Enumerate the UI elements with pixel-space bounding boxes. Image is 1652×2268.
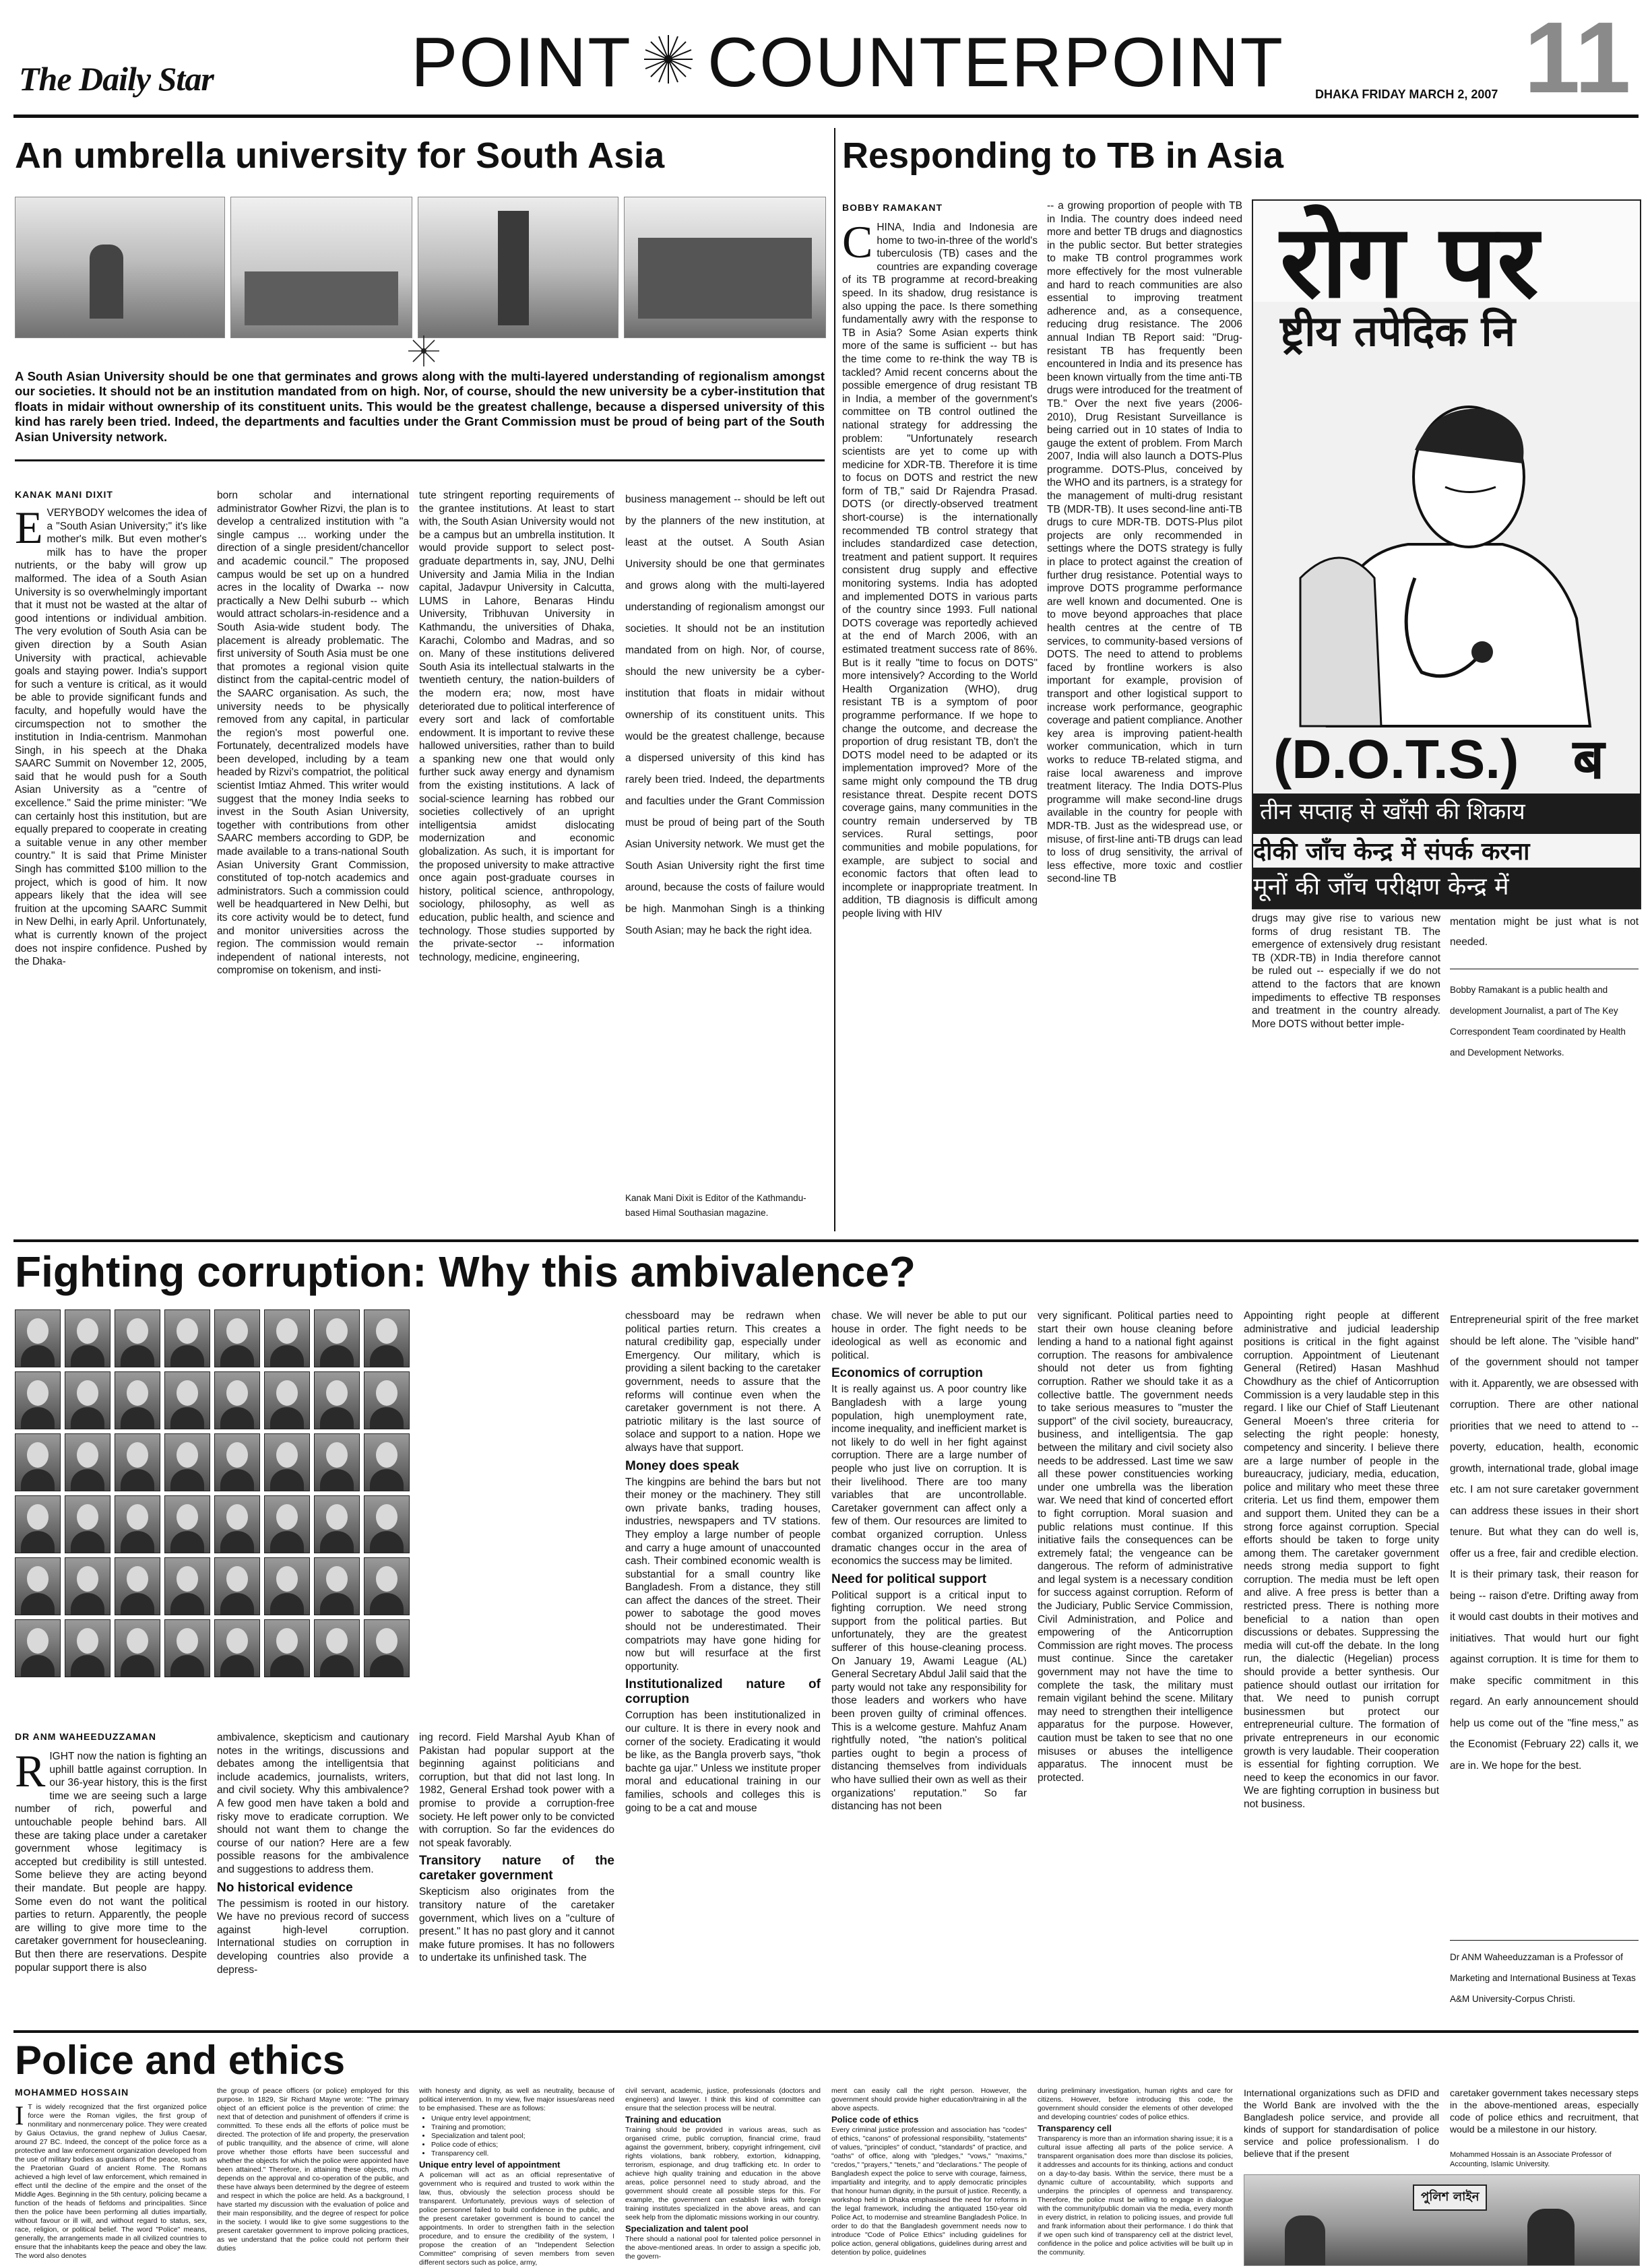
article4-byline: MOHAMMED HOSSAIN <box>15 2087 129 2098</box>
section-rule <box>13 2030 1639 2033</box>
portrait <box>214 1309 260 1367</box>
body-text: Every criminal justice profession and association has "codes" of ethics, "canons" of professional responsibility, "statements" of values, "principles" of conduct, "standards" of practice, and "oaths" of office, along with "pledges," "vows," "maxims," "credos," "prayers," "tenets," and "declarations." The people of Bangladesh expect the police to serve with courage, fairness, impartiality and integrity, and to apply democratic principles that honour human dignity, in the pursuit of justice. Recently, a workshop held in Dhaka emphasised the need for reforms in the legal framework, including the antiquated 150-year old Police Act, to modernise and streamline Bangladesh Police. In order to do that the Bangladesh government needs now to introduce "Code of Police Ethics" including guidelines for police action, general obligations, guidelines during arrest and detention by police, guidelines <box>831 2126 1027 2257</box>
portrait <box>15 1619 61 1677</box>
portrait <box>164 1433 210 1491</box>
body-text: chessboard may be redrawn when political parties return. This creates a natural credibility gap, especially under Emergency. Our military, which is providing a silent backing to the caretaker government, needs to assure that the reforms will continue even when the caretaker government is not there. A patriotic military is the last source of solace and support to a nation. Hope we always have that support. <box>625 1310 821 1454</box>
subhead: No historical evidence <box>217 1880 353 1895</box>
portrait <box>364 1371 410 1429</box>
dropcap: R <box>15 1745 46 1796</box>
portrait <box>264 1371 310 1429</box>
article3-col8 <box>1450 1309 1639 1929</box>
portrait <box>65 1371 110 1429</box>
portrait <box>65 1495 110 1553</box>
portrait <box>164 1495 210 1553</box>
article1-col4 <box>625 489 825 1169</box>
list-item: • Transparency cell. <box>431 2149 614 2158</box>
portrait <box>115 1309 160 1367</box>
dots-text: (D.O.T.S.) <box>1273 729 1519 790</box>
portrait <box>264 1495 310 1553</box>
body-text: during preliminary investigation, human rights and care for citizens. However, before introducing this code, the government should consider the elements of other developed and developing countries' codes of police ethics. <box>1038 2087 1233 2121</box>
portrait <box>15 1495 61 1553</box>
article4-bio: Mohammed Hossain is an Associate Professor of Accounting, Islamic University. <box>1450 2151 1612 2168</box>
star-ornament-icon <box>407 334 441 368</box>
portrait <box>264 1557 310 1615</box>
tb-poster-photo <box>1252 199 1641 909</box>
subhead: Transitory nature of the caretaker government <box>419 1854 614 1883</box>
article2-bio: Bobby Ramakant is a public health and development Journalist, a part of The Key Correspondent Team coordinated by Health and Development Networks. <box>1450 985 1626 1058</box>
dropcap: C <box>842 216 873 267</box>
portrait <box>314 1557 360 1615</box>
portrait <box>214 1495 260 1553</box>
article4-col2: the group of peace officers (or police) employed for this purpose. In 1829, Sir Richard Mayne wrote: "The primary object of an efficient police is the prevention of crime: the next that of detection and punishment of offenders if crime is committed. To these ends all the efforts of police must be directed. The protection of life and property, the preservation of public tranquillity, and the absence of crime, will alone prove whether those efforts have been successful and whether the objects for which the police were appointed have been attained." Therefore, in attaining these objects, much depends on the approval and co-operation of the public, and these have always been determined by the degree of esteem and respect in which the police are held. As a background, I have started my discussion with the evaluation of police and their main responsibility, and the degree of respect for police in the society. I would like to give some suggestions to the present caretaker government to improve policing practices, as we understand that the police could not perform their duties <box>217 2087 409 2253</box>
portrait <box>65 1557 110 1615</box>
dropcap: E <box>15 502 43 553</box>
portrait <box>364 1557 410 1615</box>
body-text: Political support is a critical input to fighting corruption. We need strong support from the political parties. But unfortunately, they are the greatest sufferer of this house-cleaning process. On January 19, Awami League (AL) General Secretary Abdul Jalil said that the party would not take any responsibility for those leaders and workers who have been proven guilty of criminal offences. This is a welcome gesture. Mahfuz Anam rightfully noted, "the nation's political parties ought to begin a process of distancing themselves from individuals who have sullied their own as well as their organizations' reputation." So far distancing has not been <box>831 1589 1027 1813</box>
portrait <box>164 1309 210 1367</box>
poster-text-1: रोग पर <box>1280 203 1539 321</box>
portrait <box>314 1309 360 1367</box>
body-text: Skepticism also originates from the transitory nature of the caretaker government, which lives on a "culture of present." It has no past glory and it cannot make future promises. It has no followers to undertake its unfinished task. The <box>419 1886 614 1964</box>
body-text: mentation might be just what is not needed. <box>1450 916 1639 948</box>
body-text: The pessimism is rooted in our history. We have no previous record of success against high-level corruption. International studies on corruption in developing countries also provide a depress- <box>217 1898 409 1976</box>
body-text: ambivalence, skepticism and cautionary notes in the writings, discussions and debates among the intelligentsia that include academics, journalists, writers, and civil society. Why this ambivalence? A few good men have taken a bold and risky move to eradicate corruption. We should not want them to change the course of our nation? Here are a few possible reasons for the ambivalence and suggestions to address them. <box>217 1732 409 1875</box>
body-text: civil servant, academic, justice, professionals (doctors and engineers) and lawyer. I think this kind of committee can ensure that the selection process will be neutral. <box>625 2087 821 2112</box>
subhead: Institutionalized nature of corruption <box>625 1677 821 1707</box>
article4-col6 <box>1038 2087 1233 2265</box>
body-text: Corruption has been institutionalized in our culture. It is there in every nook and corner of the society. Eradicating it would be like, as the Bangla proverb says, "thok bachte ga ujar." Unless we institute proper moral and educational training in our families, schools and colleges this is going to be a cat and mouse <box>625 1710 821 1814</box>
portrait <box>264 1619 310 1677</box>
subhead: Training and education <box>625 2114 722 2125</box>
body-text: Training should be provided in various areas, such as organised crime, public corruption, financial crime, fraud against the government, bribery, copyright infringement, civil rights violations, bank robbery, extortion, kidnapping, terrorism, espionage, and drug trafficking etc. In order to achieve high quality training and education in the above areas, police personnel need to study abroad, and the government should create all possible steps for this. For example, the government can establish links with foreign training institutes specialized in the above areas, and can seek help from the diplomatic missions working in our country. <box>625 2126 821 2222</box>
body-text: Entrepreneurial spirit of the free market should be left alone. The "visible hand" of the government should not tamper with it. Apparently, we are obsessed with corruption. There are other national priorities that we need to attend to -- poverty, education, health, economic growth, international trade, global image etc. I am not sure caretaker government can address these issues in their short tenure. But what they can do well is, offer us a free, fair and credible election. It is their primary task, their reason for being -- raison d'etre. Drifting away from it would cast doubts in their motives and initiatives. That would hurt our fight against corruption. It is time for them to make specific commitment in this regard. An early announcement should help us come out of the "fine mess," as the Economist (February 22) calls it, we are in. We hope for the best. <box>1450 1314 1639 1772</box>
bio-rule <box>1450 1940 1639 1941</box>
article3-col7: Appointing right people at different administrative and judicial leadership positions is critical in the fight against corruption. Appointment of Lieutenant General (Retired) Hasan Mashhud Chowdhury as the chief of Anticorruption Commission is a very laudable step in this regard. I like our Chief of Staff Lieutenant General Moeen's three criteria for selecting the right people: honesty, competency and sincerity. I believe there are a large number of people in the bureaucracy, judiciary, media, education, police and military who meet these three criteria. Let us find them, empower them and support them. United they can be a strong force against corruption. Special efforts should be taken to forge unity among them. The caretaker government needs strong media support to fight corruption. The media must be left open and alive. A free press is better than a restricted press. There is nothing more beneficial to a nation than open discussions or debates. Suppressing the media will cut-off the debate. In the long run, the dialectic (Hegelian) process should provide a better synthesis. Our patience should outlast our irritation for that. We need to punish corrupt businessmen but protect our entrepreneurial culture. The formation of private entrepreneurs in our economic growth is very laudable. Their cooperation is essential for fighting corruption. We need to keep the economics in our favor. We are fighting corruption in business but not business. <box>1244 1310 1439 1810</box>
police-sign: পুলিশ লাইন <box>1413 2184 1487 2211</box>
portrait <box>15 1309 61 1367</box>
subhead: Transparency cell <box>1038 2123 1112 2133</box>
campus-photo-1 <box>15 197 225 338</box>
body-text: with honesty and dignity, as well as neutrality, because of political intervention. In my view, five major issues/areas need to be emphasised. These are as follows: <box>419 2087 614 2112</box>
article3-col5 <box>831 1309 1027 2026</box>
subhead: Unique entry level of appointment <box>419 2160 561 2170</box>
police-photo <box>1244 2174 1640 2266</box>
face-grid <box>15 1309 414 1708</box>
portrait <box>15 1557 61 1615</box>
article1-byline: KANAK MANI DIXIT <box>15 489 113 500</box>
article4-col5 <box>831 2087 1027 2265</box>
article1-headline: An umbrella university for South Asia <box>15 135 665 176</box>
body-text: business management -- should be left out by the planners of the new institution, at least at the outset. A South Asian University should be one that germinates and grows along with the multi-layered understanding of regionalism amongst our societies. It should not be an institution mandated from on high. Nor, of course, should the new university be a cyber-institution that floats in midair without ownership of its constituent units. This would be the greatest challenge, because a dispersed university of this kind has rarely been tried. Indeed, the departments and faculties under the Grant Commission must be proud of being part of the South Asian University network. We must get the South Asian University right the first time around, because the costs of failure would be high. Manmohan Singh is a thinking South Asian; may he back the right idea. <box>625 494 825 936</box>
article3-col2 <box>217 1731 409 2026</box>
body-text: ment can easily call the right person. However, the government should provide higher education/training in all the above aspects. <box>831 2087 1027 2112</box>
list-item: • Police code of ethics; <box>431 2141 614 2149</box>
article2-col2: -- a growing proportion of people with TB in India. The country does indeed need more and better TB drugs and diagnostics in the public sector. But better strategies to make TB control programmes work more effectively for the most vulnerable and hard to reach communities are also essential to improving treatment adherence and, as a consequence, reducing drug resistance. The 2006 annual Indian TB Report said: "Drug-resistant TB has frequently been encountered in India and its presence has been known virtually from the time anti-TB drugs were introduced for the treatment of TB." Over the next five years (2006-2010), Drug Resistant Surveillance is being carried out in 10 states of India to gauge the extent of problem. From March 2007, India will also launch a DOTS-Plus programme. DOTS-Plus, conceived by the WHO and its partners, is a strategy for the management of multi-drug resistant TB (MDR-TB). It uses second-line anti-TB drugs to cure MDR-TB. DOTS-Plus pilot projects are only recommended in settings where the DOTS strategy is fully in place to protect against the creation of further drug resistance. Potential ways to improve DOTS programme performance are well known and documented. One is to move beyond approaches that place health centres at the centre of TB services, to community-based versions of DOTS. The need to attend to problems faced by frontline workers is also important for example, provision of transport and other logistical support to increase work performance, geographic coverage and patient compliance. Another key area is improving patient-health worker communication, which in turn works to reduce TB-related stigma, and raise local awareness and improve treatment literacy. The India DOTS-Plus programme will make second-line drugs available in the country for people with MDR-TB. Just as the widespread use, or misuse, of first-line anti-TB drugs can lead to loss of drug sensitivity, the arrival of less effective, more toxic and costlier second-line TB <box>1047 200 1242 885</box>
portrait <box>364 1433 410 1491</box>
article2-byline: BOBBY RAMAKANT <box>842 202 943 213</box>
portrait <box>314 1371 360 1429</box>
body-text: Transparency is more than an information sharing issue; it is a cultural issue affecting all parts of the police service. A transparent organisation does more than disclose its policies, it addresses and accounts for its thinking, actions and conduct on a day-to-day basis. Within the service, there must be a dynamic culture of accountability, which supports and underpins the principles of openness and transparency. Therefore, the police must be willing to engage in dialogue with the community/public domain via the media, every month in every district, in relation to policing issues, and provide full and frank information about their performance. I do think that if we open such kind of transparency cell at the district level, confidence in the police and police activities will be built up in the community. <box>1038 2135 1233 2257</box>
article2-col1 <box>842 216 1038 1230</box>
body-text: It is really against us. A poor country like Bangladesh with a large young population, high unemployment rate, income inequality, and inefficient market is not likely to do well in her fight against corruption. There are a large number of people who just live on corruption. It is their livelihood. There are too many variables that are uncontrollable. Caretaker government can affect only a few of them. Our resources are limited to combat organized corruption. Unless dramatic changes occur in the area of economics the success may be limited. <box>831 1384 1027 1567</box>
body-text: A policeman will act as an official representative of government who is required and trusted to work within the law, thus, obviously the selection process should be transparent. Unfortunately, previous ways of selection of police personnel failed to build confidence in the public, and the present caretaker government is bound to cancel the appointments. In order to strengthen faith in the selection procedure, and to ensure the credibility of the system, I propose the creation of an "Independent Selection Committee" comprising of seven members from seven different sectors such as police, army, <box>419 2171 614 2267</box>
article1-bio: Kanak Mani Dixit is Editor of the Kathmandu-based Himal Southasian magazine. <box>625 1193 806 1218</box>
body-text: VERYBODY welcomes the idea of a "South Asian University;" it's like mother's milk. But even mother's milk has to have the proper nutrients, or the baby will grow up malformed. The idea of a South Asian University is so overwhelmingly important that it must not be wasted at the altar of good intentions or individual ambition. The very evolution of South Asia can be given direction by a South Asian University with practical, achievable goals and staying power. India's support for such a venture is critical, as it would be able to provide significant funds and faculty, and hopefully would have the circumspection not to smother the institution in India-centrism. Manmohan Singh, in his speech at the Dhaka SAARC Summit on November 12, 2005, said that he would push for a South Asian University as a "centre of excellence." Said the prime minister: "We can certainly host this institution, but are equally prepared to cooperate in creating a suitable venue in any other member country." It is said that Prime Minister Singh has committed $100 million to the project, which is good of him. It now appears likely that the idea will see fruition at the upcoming SAARC Summit in New Delhi, in early April. Unfortunately, what is currently known of the project does not inspire confidence. Pushed by the Dhaka- <box>15 507 207 968</box>
article1-col1 <box>15 502 207 1227</box>
portrait <box>164 1371 210 1429</box>
portrait <box>115 1371 160 1429</box>
paper-logo: The Daily Star <box>19 60 214 98</box>
article3-col6: very significant. Political parties need to start their own house cleaning before lending a hand to a national fight against corruption. The reasons for ambivalence should not deter us from fighting corruption. Rather we should take it as a collective battle. The government needs to take serious measures to "muster the support" of the civil society, bureaucracy, business, and intelligentsia. The gap between the military and civil society also needs to be addressed. Last time we saw all these power constituencies working under one umbrella was the liberation war. We need that kind of concerted effort to fight corruption. Moral suasion and public relations must continue. If this initiative fails the consequences can be extremely fatal; the vengeance can be dangerous. The reform of administrative and legal system is a necessary condition for success against corruption. Reform of the Judiciary, Public Service Commission, Civil Administration, and Police and empowering of the Anticorruption Commission are right moves. The process must continue. Since the caretaker government may not have the time to complete the task, the military must remain vigilant behind the scene. Military may need to strengthen their intelligence apparatus for the purpose. However, caution must be taken to see that no one misuses or abuses the intelligence apparatus. The innocent must be protected. <box>1038 1310 1234 1784</box>
portrait <box>314 1619 360 1677</box>
subhead: Economics of corruption <box>831 1366 983 1381</box>
dots-suffix: ब <box>1572 729 1605 790</box>
doctor-illustration <box>1300 376 1610 726</box>
masthead-rule <box>13 115 1639 118</box>
portrait <box>364 1619 410 1677</box>
portrait <box>264 1433 310 1491</box>
portrait <box>364 1309 410 1367</box>
portrait <box>214 1619 260 1677</box>
article4-col1 <box>15 2100 207 2265</box>
column-divider <box>834 128 835 1231</box>
article4-col4 <box>625 2087 821 2265</box>
body-text: The kingpins are behind the bars but not their money or the machinery. They still own private banks, trading houses, industries, newspapers and TV stations. They employ a large number of people and carry a huge amount of unaccounted cash. Their combined economic wealth is substantial for a small country like Bangladesh. From a distance, they still can affect the dances of the street. Their power to sabotage the good moves should not be underestimated. Their compatriots may have gone hiding for now but will resurface at the first opportunity. <box>625 1476 821 1673</box>
article3-col4 <box>625 1309 821 2026</box>
article1-col3: tute stringent reporting requirements of the grantee institutions. At least to start with, the South Asian University would not be a campus but an umbrella institution. It would provide support to select post-graduate departments in, say, JNU, Delhi University and Jamia Milia in the Indian capital, Jadavpur University in Calcutta, LUMS in Lahore, Benaras Hindu University, Tribhuvan University in Kathmandu, the universities of Dhaka, Karachi, Colombo and Madras, and so on. Many of these institutions delivered South Asia its intellectual stalwarts in the twentieth century, the nation-builders of the modern era; now, most have deteriorated due to political interference of every sort and lack of comfortable endowment. It is important to revive these hallowed universities, rather than to build a spanking new one that would only further suck away energy and dynamism from the existing institutions. A lack of social-science learning has robbed our societies collectively of an upright intelligentsia amidst dislocating modernization and economic globalization. As such, it is important for the proposed university to make attractive once again post-graduate courses in history, political science, anthropology, sociology, philosophy, as well as education, public health, and science and technology. Those studies supported by the private-sector -- information technology, medicine, engineering, <box>419 490 614 963</box>
body-text: T is widely recognized that the first organized police force were the Roman vigiles, the first group of nonmilitary and nonmercenary police. They were created by Gaius Octavius, the grand nephew of Julius Caesar, around 27 BC. Indeed, the concept of the police force as a protective and law enforcement organization developed from the use of military bodies as guardians of the peace, such as the Praetorian Guard of ancient Rome. The Romans achieved a high level of law enforcement, which remained in effect until the decline of the empire and the onset of the Middle Ages. Beginning in the 5th century, policing became a function of the heads of fiefdoms and principalities. Since then the police have been performing all duties impartially, without favour or ill will, and without regard to status, sex, race, religion, or political belief. The word "Police" means, generally, the arrangements made in all civilized countries to ensure that the inhabitants keep the peace and obey the law. The word also denotes <box>15 2103 207 2260</box>
article2-col3: drugs may give rise to various new forms of drug resistant TB. The emergence of extensively drug resistant TB (XDR-TB) in India therefore cannot be ruled out -- especially if we do not attend to the factors that are known impediments to effective TB responses and treatment in the country already. More DOTS without better imple- <box>1252 913 1440 1030</box>
list-item: • Training and promotion; <box>431 2123 614 2132</box>
subhead: Police code of ethics <box>831 2114 919 2125</box>
campus-photo-3 <box>418 197 618 338</box>
article1-standfirst-rule <box>15 459 825 461</box>
portrait <box>314 1495 360 1553</box>
article4-col8: caretaker government takes necessary steps in the above-mentioned areas, especially code of police ethics and recruitment, that would be a milestone in our history. <box>1450 2087 1639 2135</box>
masthead <box>0 0 1652 114</box>
article3-col1 <box>15 1745 207 2026</box>
portrait <box>164 1619 210 1677</box>
body-text: chase. We will never be able to put our house in order. The fight needs to be ideological as well as economic and political. <box>831 1310 1027 1361</box>
list-item: • Specialization and talent pool; <box>431 2132 614 2141</box>
body-text: ing record. Field Marshal Ayub Khan of Pakistan had popular support at the beginning against politicians and corruption, but that did not last long. In 1982, General Ershad took power with a promise to provide a corruption-free society. He left power only to be convicted with corruption. So far the evidences do not speak favorably. <box>419 1732 614 1849</box>
subhead: Money does speak <box>625 1458 739 1473</box>
portrait <box>314 1433 360 1491</box>
portrait <box>65 1309 110 1367</box>
article3-col3 <box>419 1731 614 2026</box>
portrait <box>214 1557 260 1615</box>
campus-photo-2 <box>230 197 412 338</box>
subhead: Need for political support <box>831 1572 987 1586</box>
page-number: 11 <box>1524 1 1631 114</box>
portrait <box>65 1619 110 1677</box>
dateline: DHAKA FRIDAY MARCH 2, 2007 <box>1315 88 1498 101</box>
campus-photo-4 <box>624 197 826 338</box>
portrait <box>364 1495 410 1553</box>
section-title-left: POINT <box>411 24 632 102</box>
body-text: There should a national pool for talented police personnel in the above-mentioned areas. In order to assign a specific job, the govern- <box>625 2235 821 2261</box>
article3-headline: Fighting corruption: Why this ambivalence? <box>15 1248 916 1296</box>
section-rule <box>13 1239 1639 1242</box>
portrait <box>115 1619 160 1677</box>
body-text: HINA, India and Indonesia are home to two-in-three of the world's tuberculosis (TB) cases and the countries are expanding coverage of its TB programme at record-breaking speed. In its shadow, drug resistance is also upping the pace. Is there something fundamentally awry with the response to TB in Asia? Some Asian experts think more of the same is sufficient -- but has the time come to re-think the way TB is tackled? Amid recent concerns about the possible emergence of drug resistant TB in India, a member of the government's committee on TB control outlined the national strategy for addressing the problem: "Unfortunately research scientists are yet to come up with medicine for XDR-TB. Therefore it is time to focus on DOTS and restrict the new form of TB," said Dr Rajendra Prasad. DOTS (or directly-observed treatment short-course) is the internationally recommended TB control strategy that includes standardized case detection, treatment and patient support. It requires consistent drug supply and effective monitoring systems. India has adopted and implemented DOTS in various parts of the country since 1993. Full national DOTS coverage was reportedly achieved at the end of March 2006, with an estimated treatment success rate of 86%. But is it really "time to focus on DOTS" more intensively? According to the World Health Organization (WHO), drug resistant TB is a symptom of poor programme performance. If we hope to change the outcome, and decrease the proportion of drug resistant TB, don't the DOTS model need to be adapted or its implementation improved? More of the same might only compound the TB drug resistance threat. Despite recent DOTS coverage gains, many communities in the country remain underserved by TB services. Rural settings, poor communities and mobile populations, for example, are subject to social and economic factors that often lead to incomplete or inappropriate treatment. In addition, TB diagnosis is difficult among people living with HIV <box>842 222 1038 919</box>
portrait <box>115 1495 160 1553</box>
article4-headline: Police and ethics <box>15 2038 346 2083</box>
portrait <box>15 1433 61 1491</box>
list-item: • Unique entry level appointment; <box>431 2114 614 2123</box>
portrait <box>115 1557 160 1615</box>
compass-star-icon <box>641 32 695 86</box>
article4-col3 <box>419 2087 614 2265</box>
poster-text-4: दीकी जाँच केन्द्र में संपर्क करना <box>1253 834 1640 868</box>
portrait <box>264 1309 310 1367</box>
portrait <box>65 1433 110 1491</box>
article1-col2: born scholar and international administrator Gowher Rizvi, the plan is to develop a centralized institution with "a single campus ... working under the direction of a single president/chancellor and academic council." The proposed campus would be set up on a hundred acres in the locality of Dwarka -- now practically a New Delhi suburb -- which would attract scholars-in-residence and a South Asia-wide student body. The placement is already problematic. The first university of South Asia must be one that promotes a regional vision quite distinct from the capital-centric model of the SAARC organisation. As such, the university needs to be physically removed from any capital, in particular the region's most powerful one. Fortunately, decentralized models have been developed, including by a team headed by Rizvi's compatriot, the political scientist Imtiaz Ahmed. This writer would suggest that the money India seeks to invest in the South Asian University, together with contributions from other SAARC members according to GDP, be made available to a trans-national South Asian University Grant Commission, constituted of top-notch academics and administrators. Such a commission could well be headquartered in New Delhi, but its core activity would be to detect, fund and monitor universities across the region. The commission would remain independent of national interests, not compromise on tokenism, and insti- <box>217 490 409 977</box>
issue-list <box>431 2114 614 2158</box>
article2-headline: Responding to TB in Asia <box>842 135 1283 176</box>
body-text: IGHT now the nation is fighting an uphill battle against corruption. In our 36-year history, this is the first time we are seeing such a large number of rich, powerful and untouchable people behind bars. All these are taking place under a caretaker government whose legitimacy is accepted but credibility is still untested. Some believe they are acting beyond their mandate. But people are happy. Some even do not want the political parties to return. Apparently, the people are willing to give more time to the caretaker government for housecleaning. But then there are reservations. Despite popular support there is also <box>15 1751 207 1974</box>
section-title-right: COUNTERPOINT <box>707 24 1284 102</box>
portrait <box>15 1371 61 1429</box>
portrait <box>214 1371 260 1429</box>
poster-text-3: तीन सप्ताह से खाँसी की शिकाय <box>1260 798 1525 825</box>
poster-text-5: मूनों की जाँच परीक्षण केन्द्र में <box>1253 873 1509 901</box>
portrait <box>214 1433 260 1491</box>
article3-byline: DR ANM WAHEEDUZZAMAN <box>15 1731 157 1742</box>
poster-text-2: ष्ट्रीय तपेदिक नि <box>1280 306 1516 356</box>
poster-dots-label <box>1273 719 1604 795</box>
article1-standfirst: A South Asian University should be one that germinates and grows along with the multi-layered understanding of regionalism amongst our societies. It should not be an institution mandated from on high. Nor, of course, should the new university be a cyber-institution that floats in midair without ownership of its constituent units. This would be the greatest challenge, because a dispersed university of this kind has rarely been tried. Indeed, the departments and faculties under the Grant Commission must be proud of being part of the South Asian University network. <box>15 369 825 444</box>
dropcap: I <box>15 2100 24 2131</box>
article4-col7: International organizations such as DFID and the World Bank are involved with the the Bangladesh police service, and provide all kinds of support for standardisation of police service and police professionalism. I do believe that if the present <box>1244 2087 1439 2159</box>
portrait <box>115 1433 160 1491</box>
portrait <box>164 1557 210 1615</box>
article3-bio: Dr ANM Waheeduzzaman is a Professor of Marketing and International Business at Texas A&M University-Corpus Christi. <box>1450 1952 1636 2004</box>
subhead: Specialization and talent pool <box>625 2224 749 2234</box>
